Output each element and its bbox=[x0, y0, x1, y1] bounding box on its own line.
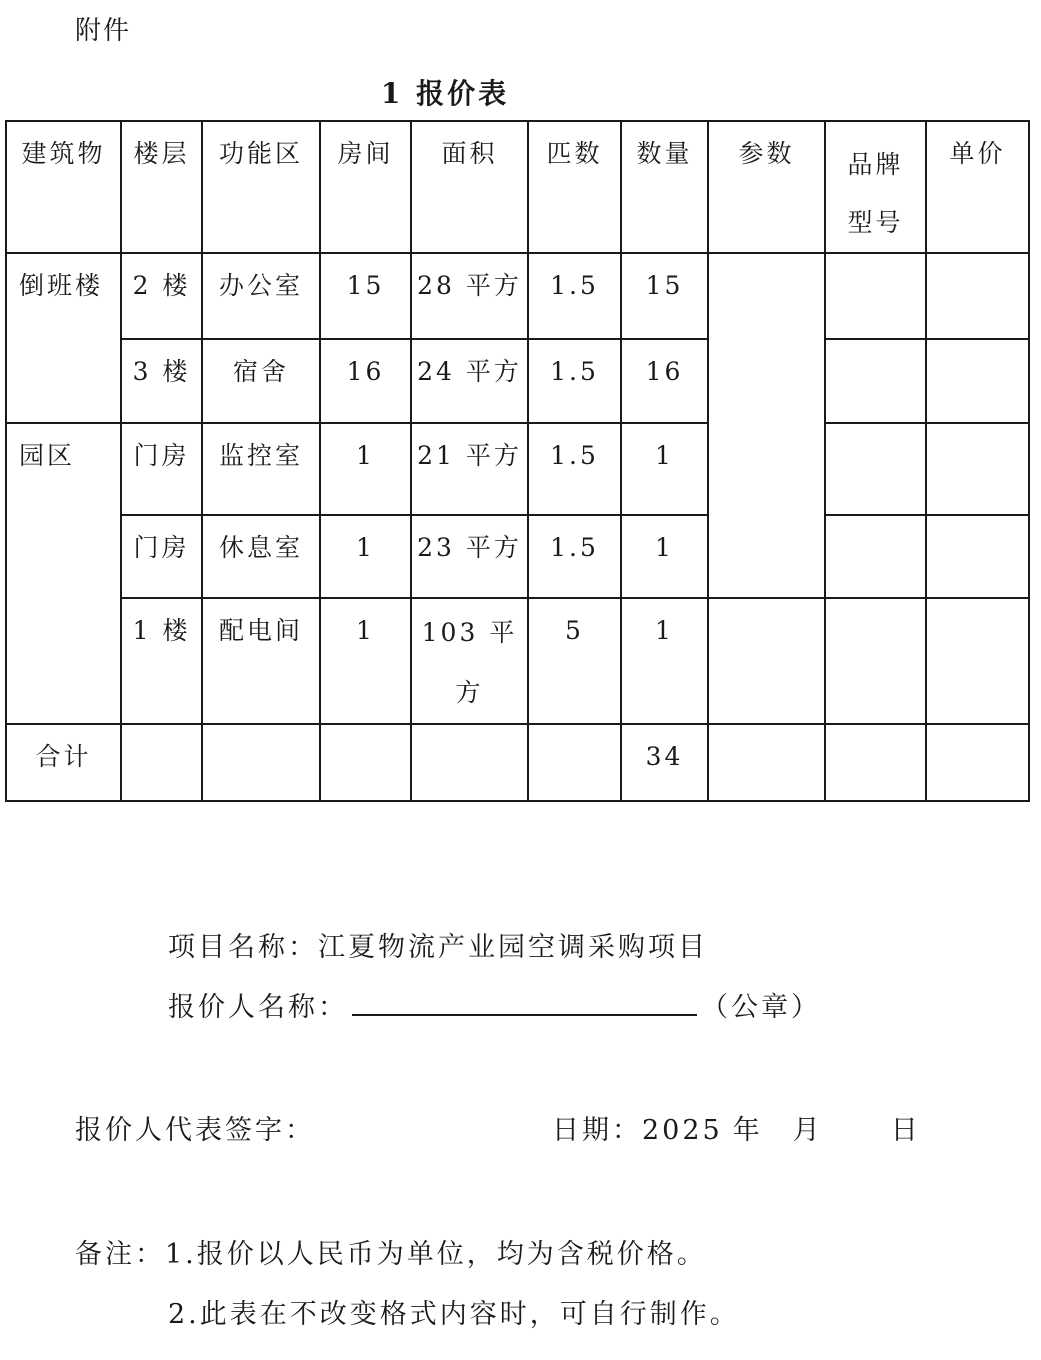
unit-price-cell bbox=[926, 423, 1029, 515]
header-rooms: 房间 bbox=[320, 121, 411, 253]
hp-cell: 5 bbox=[528, 598, 621, 724]
total-label-cell: 合计 bbox=[6, 724, 121, 801]
function-area-cell: 宿舍 bbox=[202, 339, 320, 423]
header-brand-line2: 型号 bbox=[847, 208, 904, 237]
floor-cell: 2 楼 bbox=[121, 253, 202, 339]
header-brand-model bbox=[825, 121, 926, 253]
note-line-1 bbox=[75, 1232, 707, 1271]
empty-cell bbox=[121, 724, 202, 801]
bidder-name-line bbox=[168, 985, 821, 1024]
table-row bbox=[6, 253, 1029, 339]
function-area-cell: 休息室 bbox=[202, 515, 320, 598]
note-item: 1.报价以人民币为单位，均为含税价格。 bbox=[165, 1239, 707, 1270]
attachment-label: 附件 bbox=[75, 16, 132, 46]
empty-cell bbox=[825, 724, 926, 801]
date-year: 2025 bbox=[642, 1115, 723, 1146]
header-unit-price: 单价 bbox=[926, 121, 1029, 253]
empty-cell bbox=[528, 724, 621, 801]
document-title: 1 报价表 bbox=[380, 77, 510, 110]
date-day-unit: 日 bbox=[890, 1115, 921, 1146]
function-area-cell: 配电间 bbox=[202, 598, 320, 724]
area-cell: 23 平方 bbox=[411, 515, 528, 598]
signature-label: 报价人代表签字： bbox=[75, 1115, 315, 1146]
header-hp: 匹数 bbox=[528, 121, 621, 253]
brand-cell bbox=[825, 423, 926, 515]
function-area-cell: 监控室 bbox=[202, 423, 320, 515]
table-row bbox=[6, 423, 1029, 515]
header-brand-line1: 品牌 bbox=[847, 150, 904, 179]
floor-cell: 3 楼 bbox=[121, 339, 202, 423]
table-row bbox=[6, 339, 1029, 423]
quantity-cell: 16 bbox=[621, 339, 708, 423]
bidder-label: 报价人名称： bbox=[168, 992, 348, 1023]
project-name-line bbox=[168, 925, 708, 964]
rooms-cell: 16 bbox=[320, 339, 411, 423]
header-building: 建筑物 bbox=[6, 121, 121, 253]
quote-table bbox=[5, 120, 1030, 802]
unit-price-cell bbox=[926, 598, 1029, 724]
header-area: 面积 bbox=[411, 121, 528, 253]
empty-cell bbox=[708, 724, 825, 801]
note-line-2 bbox=[168, 1292, 740, 1331]
header-quantity: 数量 bbox=[621, 121, 708, 253]
date-line bbox=[552, 1108, 921, 1147]
brand-cell bbox=[825, 339, 926, 423]
quantity-cell: 1 bbox=[621, 423, 708, 515]
floor-cell: 门房 bbox=[121, 515, 202, 598]
bidder-name-field[interactable] bbox=[352, 988, 697, 1016]
seal-note: （公章） bbox=[701, 992, 821, 1023]
date-year-unit: 年 bbox=[732, 1115, 763, 1146]
empty-cell bbox=[926, 724, 1029, 801]
table-row bbox=[6, 515, 1029, 598]
hp-cell: 1.5 bbox=[528, 423, 621, 515]
area-cell: 28 平方 bbox=[411, 253, 528, 339]
brand-cell bbox=[825, 253, 926, 339]
area-cell: 103 平方 bbox=[411, 598, 528, 724]
area-cell: 21 平方 bbox=[411, 423, 528, 515]
params-cell-merged bbox=[708, 253, 825, 598]
quantity-cell: 1 bbox=[621, 598, 708, 724]
date-month-unit: 月 bbox=[792, 1115, 823, 1146]
quantity-cell: 15 bbox=[621, 253, 708, 339]
floor-cell: 门房 bbox=[121, 423, 202, 515]
unit-price-cell bbox=[926, 515, 1029, 598]
quantity-cell: 1 bbox=[621, 515, 708, 598]
rooms-cell: 1 bbox=[320, 515, 411, 598]
empty-cell bbox=[320, 724, 411, 801]
empty-cell bbox=[411, 724, 528, 801]
project-label: 项目名称： bbox=[168, 932, 318, 963]
total-quantity-cell: 34 bbox=[621, 724, 708, 801]
header-params: 参数 bbox=[708, 121, 825, 253]
signature-line bbox=[75, 1108, 315, 1147]
note-label: 备注： bbox=[75, 1239, 165, 1270]
brand-cell bbox=[825, 598, 926, 724]
date-label: 日期： bbox=[552, 1115, 642, 1146]
table-header-row bbox=[6, 121, 1029, 253]
hp-cell: 1.5 bbox=[528, 515, 621, 598]
unit-price-cell bbox=[926, 253, 1029, 339]
brand-cell bbox=[825, 515, 926, 598]
hp-cell: 1.5 bbox=[528, 253, 621, 339]
note-item: 2.此表在不改变格式内容时，可自行制作。 bbox=[168, 1299, 740, 1330]
total-row bbox=[6, 724, 1029, 801]
rooms-cell: 1 bbox=[320, 423, 411, 515]
area-cell: 24 平方 bbox=[411, 339, 528, 423]
function-area-cell: 办公室 bbox=[202, 253, 320, 339]
building-cell: 园区 bbox=[6, 423, 121, 724]
unit-price-cell bbox=[926, 339, 1029, 423]
building-cell: 倒班楼 bbox=[6, 253, 121, 423]
floor-cell: 1 楼 bbox=[121, 598, 202, 724]
project-name: 江夏物流产业园空调采购项目 bbox=[318, 932, 708, 963]
params-cell bbox=[708, 598, 825, 724]
empty-cell bbox=[202, 724, 320, 801]
rooms-cell: 1 bbox=[320, 598, 411, 724]
header-function-area: 功能区 bbox=[202, 121, 320, 253]
header-floor: 楼层 bbox=[121, 121, 202, 253]
table-row bbox=[6, 598, 1029, 724]
hp-cell: 1.5 bbox=[528, 339, 621, 423]
rooms-cell: 15 bbox=[320, 253, 411, 339]
